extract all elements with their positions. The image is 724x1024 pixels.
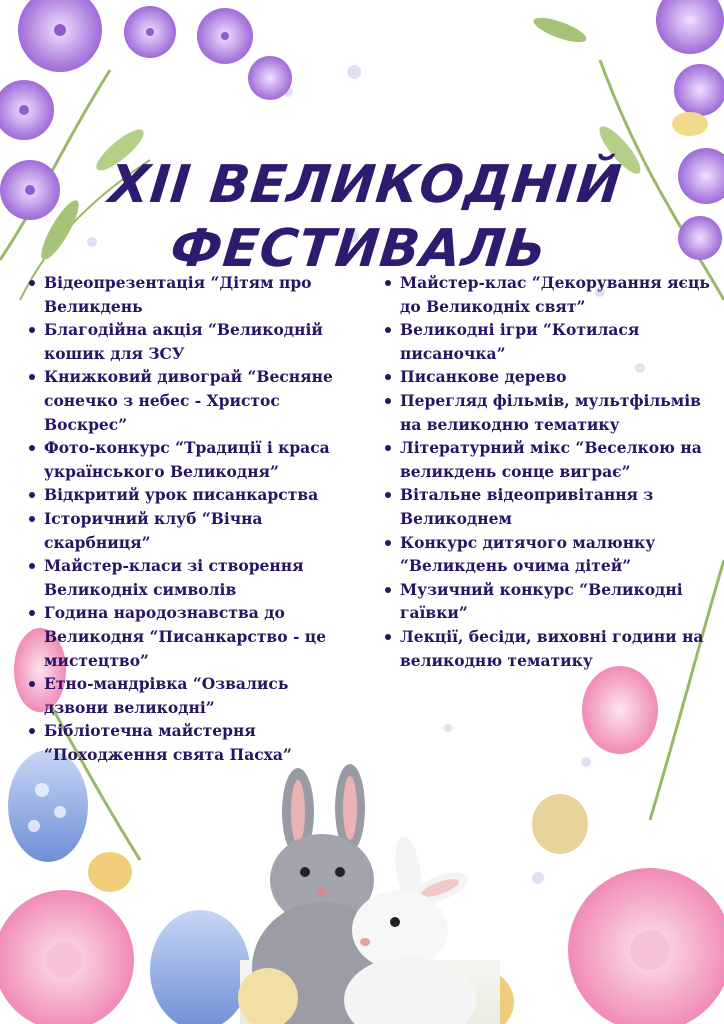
events-list-left	[26, 271, 356, 766]
event-item: Благодійна акція “Великодній кошик для ЗСУ	[26, 318, 356, 365]
events-list-right	[382, 271, 718, 672]
event-item: Година народознавства до Великодня “Писанкарство - це мистецтво”	[26, 601, 356, 672]
event-item: Писанкове дерево	[382, 365, 718, 389]
title-line-2: ФЕСТИВАЛЬ	[167, 218, 550, 279]
event-item: Фото-конкурс “Традиції і краса українського Великодня”	[26, 436, 356, 483]
event-item: Етно-мандрівка “Озвались дзвони великодні”	[26, 672, 356, 719]
event-item: Конкурс дитячого малюнку “Великдень очима дітей”	[382, 531, 718, 578]
festival-title	[0, 153, 724, 281]
event-item: Бібліотечна майстерня “Походження свята Пасха”	[26, 719, 356, 766]
title-line-1: XII ВЕЛИКОДНІЙ	[106, 154, 625, 215]
event-item: Великодні ігри “Котилася писаночка”	[382, 318, 718, 365]
event-item: Музичний конкурс “Великодні гаївки”	[382, 578, 718, 625]
event-item: Відеопрезентація “Дітям про Великдень	[26, 271, 356, 318]
event-item: Історичний клуб “Вічна скарбниця”	[26, 507, 356, 554]
event-item: Перегляд фільмів, мультфільмів на великодню тематику	[382, 389, 718, 436]
event-item: Майстер-клас “Декорування яєць до Великодніх свят”	[382, 271, 718, 318]
event-item: Літературний мікс “Веселкою на великдень сонце виграє”	[382, 436, 718, 483]
event-item: Вітальне відеопривітання з Великоднем	[382, 483, 718, 530]
event-item: Майстер-класи зі створення Великодніх символів	[26, 554, 356, 601]
event-item: Книжковий дивограй “Весняне сонечко з небес - Христос Воскрес”	[26, 365, 356, 436]
event-item: Лекції, бесіди, виховні години на великодню тематику	[382, 625, 718, 672]
bunnies-illustration	[238, 764, 500, 1024]
event-item: Відкритий урок писанкарства	[26, 483, 356, 507]
